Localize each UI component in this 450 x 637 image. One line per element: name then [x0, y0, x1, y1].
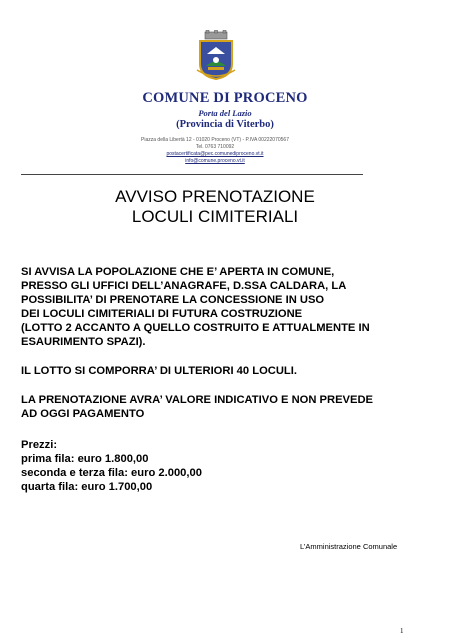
- text-line: ESAURIMENTO SPAZI).: [21, 336, 146, 348]
- text-line: POSSIBILITA’ DI PRENOTARE LA CONCESSIONE IN USO: [21, 294, 325, 306]
- signature: L’Amministrazione Comunale: [300, 542, 398, 551]
- comune-subtitle: Porta del Lazio: [198, 108, 252, 118]
- notice-title: [0, 187, 430, 227]
- comune-title: COMUNE DI PROCENO: [142, 90, 308, 106]
- notice-title-line-2: LOCULI CIMITERIALI: [131, 207, 299, 226]
- price-item: prima fila: euro 1.800,00: [21, 453, 149, 465]
- text-line: LA PRENOTAZIONE AVRA’ VALORE INDICATIVO E NON PREVEDE: [21, 394, 374, 406]
- provincia-label: (Provincia di Viterbo): [176, 119, 274, 130]
- notice-title-line-1: AVVISO PRENOTAZIONE: [115, 187, 315, 206]
- coat-of-arms-icon: [195, 30, 237, 80]
- price-item: quarta fila: euro 1.700,00: [21, 481, 153, 493]
- email-link[interactable]: info@comune.proceno.vt.it: [185, 158, 245, 164]
- pec-link[interactable]: postacertificata@pec.comunediproceno.vt.it: [166, 151, 264, 157]
- address-line: Piazza della Libertà 12 - 01020 Proceno (VT) - P.IVA 00222070567: [141, 137, 289, 143]
- notice-paragraph-1: [21, 265, 441, 349]
- notice-paragraph-2: IL LOTTO SI COMPORRA’ DI ULTERIORI 40 LOCULI.: [21, 365, 297, 377]
- text-line: SI AVVISA LA POPOLAZIONE CHE E’ APERTA IN COMUNE,: [21, 266, 335, 278]
- price-item: seconda e terza fila: euro 2.000,00: [21, 467, 202, 479]
- page-number: 1: [400, 627, 404, 635]
- contact-block: [0, 137, 430, 165]
- text-line: DEI LOCULI CIMITERIALI DI FUTURA COSTRUZIONE: [21, 308, 303, 320]
- text-line: AD OGGI PAGAMENTO: [21, 408, 145, 420]
- phone-line: Tel. 0763 710092: [195, 144, 235, 150]
- notice-paragraph-3: [21, 393, 441, 421]
- prices-block: [21, 438, 441, 494]
- text-line: (LOTTO 2 ACCANTO A QUELLO COSTRUITO E ATTUALMENTE IN: [21, 322, 370, 334]
- prices-label: Prezzi:: [21, 439, 58, 451]
- text-line: PRESSO GLI UFFICI DELL’ANAGRAFE, D.SSA CALDARA, LA: [21, 280, 347, 292]
- header-divider: [21, 174, 363, 175]
